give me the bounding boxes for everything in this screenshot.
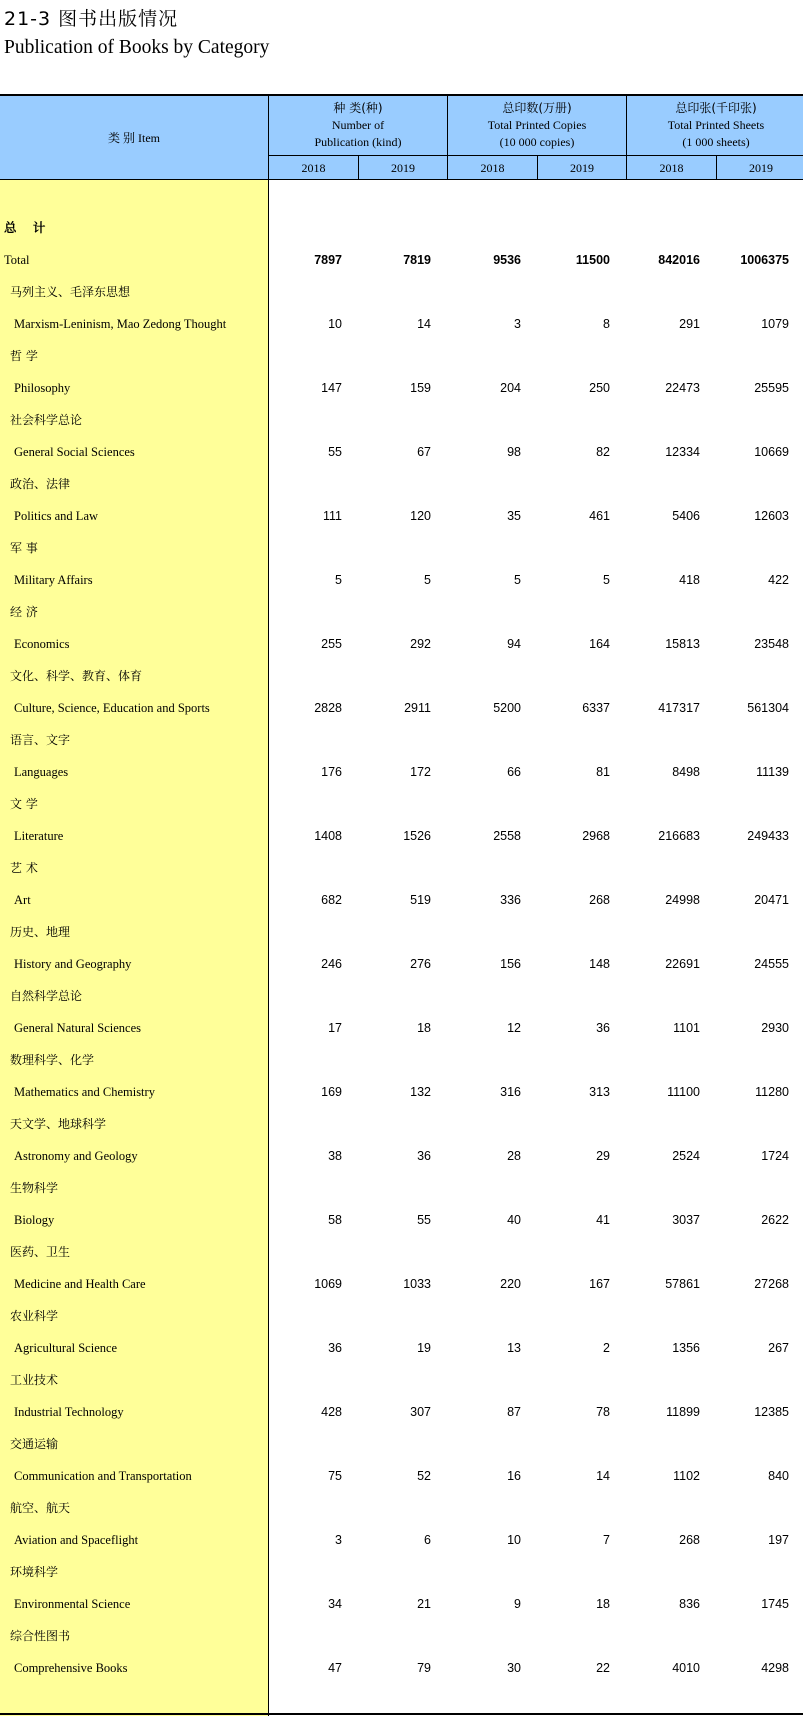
table-cell: 2524 — [672, 1149, 700, 1163]
table-cell: 176 — [321, 765, 342, 779]
header-group-copies-en1: Total Printed Copies — [487, 118, 587, 132]
table-cell: 22691 — [665, 957, 700, 971]
category-row-cn-label: 交通运输 — [10, 1437, 59, 1451]
table-cell: 55 — [328, 445, 342, 459]
category-row — [0, 948, 803, 980]
category-row-label: Industrial Technology — [14, 1405, 124, 1419]
table-cell: 5 — [335, 573, 342, 587]
header-group-copies-cn: 总印数(万册) — [502, 101, 572, 115]
category-row-cn-label: 农业科学 — [10, 1309, 59, 1323]
header-vline — [268, 96, 269, 180]
category-row — [0, 436, 803, 468]
table-cell: 2911 — [404, 701, 431, 715]
table-cell: 417317 — [658, 701, 700, 715]
table-cell: 14 — [596, 1469, 610, 1483]
table-cell: 7 — [603, 1533, 610, 1547]
category-row-cn — [0, 340, 803, 372]
table-cell: 172 — [410, 765, 431, 779]
table-cell: 2930 — [761, 1021, 789, 1035]
table-cell: 18 — [596, 1597, 610, 1611]
category-row — [0, 692, 803, 724]
table-cell: 682 — [321, 893, 342, 907]
category-row — [0, 372, 803, 404]
category-row — [0, 1268, 803, 1300]
year-header: 2019 — [391, 161, 415, 175]
table-cell: 81 — [596, 765, 610, 779]
category-row-label: Marxism-Leninism, Mao Zedong Thought — [14, 317, 227, 331]
table-cell: 4298 — [761, 1661, 789, 1675]
category-row-cn — [0, 596, 803, 628]
table-cell: 22 — [596, 1661, 610, 1675]
category-row-cn — [0, 788, 803, 820]
table-cell: 428 — [321, 1405, 342, 1419]
category-row-cn — [0, 1300, 803, 1332]
table-cell: 267 — [768, 1341, 789, 1355]
category-row-cn-label: 语言、文字 — [10, 733, 71, 747]
table-cell: 78 — [596, 1405, 610, 1419]
year-header: 2018 — [301, 161, 326, 175]
table-cell: 7897 — [314, 253, 342, 267]
table-cell: 79 — [417, 1661, 431, 1675]
category-row-cn — [0, 468, 803, 500]
header-group-sheets — [627, 100, 803, 151]
category-row-cn — [0, 532, 803, 564]
category-row-cn-label: 马列主义、毛泽东思想 — [10, 285, 131, 299]
category-row — [0, 1460, 803, 1492]
table-cell: 23548 — [754, 637, 789, 651]
table-cell: 9 — [514, 1597, 521, 1611]
table-cell: 24998 — [665, 893, 700, 907]
table-cell: 2622 — [761, 1213, 789, 1227]
table-cell: 12 — [507, 1021, 521, 1035]
table-cell: 148 — [589, 957, 610, 971]
category-row-cn — [0, 980, 803, 1012]
table-cell: 418 — [679, 573, 700, 587]
table-cell: 291 — [679, 317, 700, 331]
table-cell: 47 — [328, 1661, 342, 1675]
category-row-label: Agricultural Science — [14, 1341, 118, 1355]
table-cell: 1526 — [403, 829, 431, 843]
table-cell: 2828 — [314, 701, 342, 715]
table-cell: 2 — [603, 1341, 610, 1355]
table-cell: 3 — [514, 317, 521, 331]
table-cell: 10 — [328, 317, 342, 331]
category-row-cn-label: 社会科学总论 — [10, 413, 83, 427]
category-row-cn-label: 综合性图书 — [10, 1629, 71, 1643]
header-bottom-rule — [0, 179, 803, 180]
table-cell: 94 — [507, 637, 521, 651]
total-row-cn-label: 总 计 — [4, 220, 52, 235]
category-row-label: Economics — [14, 637, 70, 651]
category-row-cn-label: 医药、卫生 — [10, 1245, 71, 1259]
category-row-label: Biology — [14, 1213, 55, 1227]
category-row — [0, 820, 803, 852]
header-group-number-cn: 种 类(种) — [333, 101, 383, 115]
table-cell: 36 — [417, 1149, 431, 1163]
category-row — [0, 628, 803, 660]
table-cell: 22473 — [665, 381, 700, 395]
table-cell: 164 — [589, 637, 610, 651]
table-cell: 2558 — [493, 829, 521, 843]
table-cell: 11899 — [666, 1405, 700, 1419]
table-cell: 840 — [768, 1469, 789, 1483]
table-cell: 204 — [500, 381, 521, 395]
header-group-sheets-en2: (1 000 sheets) — [682, 135, 750, 149]
category-row-cn-label: 环境科学 — [10, 1565, 59, 1579]
header-group-number-en1: Number of — [331, 118, 385, 132]
table-cell: 132 — [410, 1085, 431, 1099]
table-cell: 20471 — [754, 893, 789, 907]
category-row-cn-label: 历史、地理 — [10, 925, 71, 939]
category-row — [0, 1588, 803, 1620]
table-cell: 1356 — [672, 1341, 700, 1355]
table-cell: 1102 — [673, 1469, 700, 1483]
table-cell: 21 — [417, 1597, 431, 1611]
table-cell: 8498 — [672, 765, 700, 779]
header-group-sheets-cn: 总印张(千印张) — [675, 101, 757, 115]
table-cell: 87 — [507, 1405, 521, 1419]
category-row-label: Art — [14, 893, 31, 907]
table-cell: 19 — [417, 1341, 431, 1355]
table-cell: 5406 — [672, 509, 700, 523]
table-cell: 55 — [417, 1213, 431, 1227]
table-cell: 169 — [321, 1085, 342, 1099]
category-row-label: Politics and Law — [14, 509, 99, 523]
page-title-en: Publication of Books by Category — [4, 37, 270, 58]
table-cell: 15813 — [665, 637, 700, 651]
table-cell: 66 — [507, 765, 521, 779]
category-row-cn-label: 数理科学、化学 — [10, 1053, 95, 1067]
table-cell: 1101 — [673, 1021, 700, 1035]
header-group-sheets-en1: Total Printed Sheets — [667, 118, 765, 132]
category-row-cn — [0, 1556, 803, 1588]
table-cell: 18 — [417, 1021, 431, 1035]
table-cell: 2968 — [582, 829, 610, 843]
table-cell: 36 — [596, 1021, 610, 1035]
category-row-cn-label: 军 事 — [10, 541, 38, 555]
category-row-cn-label: 艺 术 — [10, 861, 38, 875]
category-row-label: Languages — [14, 765, 69, 779]
table-cell: 159 — [410, 381, 431, 395]
table-cell: 1745 — [761, 1597, 789, 1611]
category-row-cn-label: 哲 学 — [10, 349, 38, 363]
header-vline — [358, 155, 359, 180]
total-row-cn — [0, 212, 803, 244]
table-cell: 147 — [321, 381, 342, 395]
table-cell: 7819 — [403, 253, 431, 267]
category-row-cn-label: 航空、航天 — [10, 1501, 71, 1515]
table-cell: 1006375 — [740, 253, 789, 267]
table-cell: 58 — [328, 1213, 342, 1227]
header-vline — [716, 155, 717, 180]
category-row-label: Military Affairs — [14, 573, 93, 587]
category-row-label: History and Geography — [14, 957, 132, 971]
header-group-number-en2: Publication (kind) — [314, 135, 402, 149]
table-cell: 111 — [322, 509, 342, 523]
category-row — [0, 756, 803, 788]
category-row-cn — [0, 1428, 803, 1460]
header-group-number — [269, 100, 447, 151]
year-header: 2019 — [749, 161, 773, 175]
table-cell: 13 — [507, 1341, 521, 1355]
table-cell: 313 — [589, 1085, 610, 1099]
header-vline — [626, 96, 627, 180]
table-cell: 249433 — [747, 829, 789, 843]
table-cell: 24555 — [754, 957, 789, 971]
table-cell: 268 — [589, 893, 610, 907]
category-row-cn — [0, 1364, 803, 1396]
table-cell: 216683 — [658, 829, 700, 843]
category-row — [0, 1204, 803, 1236]
table-cell: 8 — [603, 317, 610, 331]
category-row-cn-label: 政治、法律 — [10, 477, 71, 491]
table-cell: 27268 — [754, 1277, 789, 1291]
table-cell: 156 — [500, 957, 521, 971]
table-cell: 41 — [596, 1213, 610, 1227]
table-cell: 197 — [768, 1533, 789, 1547]
table-cell: 1033 — [403, 1277, 431, 1291]
header-vline — [447, 96, 448, 180]
table-bottom-rule — [0, 1713, 803, 1715]
category-row-cn-label: 文 学 — [10, 797, 38, 811]
category-row-cn — [0, 1108, 803, 1140]
page-title-cn: 21-3 图书出版情况 — [4, 8, 179, 30]
category-row-cn — [0, 916, 803, 948]
table-cell: 11100 — [667, 1085, 700, 1099]
table-cell: 12334 — [665, 445, 700, 459]
category-row-cn — [0, 1236, 803, 1268]
category-row-label: Literature — [14, 829, 64, 843]
table-cell: 10669 — [754, 445, 789, 459]
table-cell: 461 — [589, 509, 610, 523]
table-cell: 6337 — [582, 701, 610, 715]
category-row-cn — [0, 404, 803, 436]
table-cell: 246 — [321, 957, 342, 971]
table-cell: 1079 — [761, 317, 789, 331]
category-row-cn — [0, 660, 803, 692]
table-cell: 11280 — [755, 1085, 789, 1099]
table-cell: 167 — [589, 1277, 610, 1291]
category-row — [0, 500, 803, 532]
category-row-label: Astronomy and Geology — [14, 1149, 138, 1163]
total-row-label: Total — [4, 253, 30, 267]
table-cell: 11139 — [756, 765, 789, 779]
table-cell: 276 — [410, 957, 431, 971]
table-cell: 10 — [507, 1533, 521, 1547]
table-cell: 336 — [500, 893, 521, 907]
category-row-label: General Natural Sciences — [14, 1021, 142, 1035]
table-cell: 842016 — [658, 253, 700, 267]
header-group-copies-en2: (10 000 copies) — [499, 135, 575, 149]
category-row-cn-label: 文化、科学、教育、体育 — [10, 669, 143, 683]
category-row — [0, 1652, 803, 1684]
category-row — [0, 1332, 803, 1364]
category-row-cn — [0, 1492, 803, 1524]
table-cell: 36 — [328, 1341, 342, 1355]
table-cell: 75 — [328, 1469, 342, 1483]
header-vline — [537, 155, 538, 180]
header-divider — [269, 155, 803, 156]
table-cell: 268 — [679, 1533, 700, 1547]
category-row-label: Philosophy — [14, 381, 71, 395]
year-header: 2018 — [659, 161, 684, 175]
category-row-label: Culture, Science, Education and Sports — [14, 701, 210, 715]
header-group-copies — [448, 100, 626, 151]
table-cell: 561304 — [747, 701, 789, 715]
category-row-cn — [0, 724, 803, 756]
table-cell: 16 — [507, 1469, 521, 1483]
table-cell: 3037 — [672, 1213, 700, 1227]
table-cell: 14 — [417, 317, 431, 331]
table-cell: 28 — [507, 1149, 521, 1163]
table-cell: 34 — [328, 1597, 342, 1611]
category-row-label: General Social Sciences — [14, 445, 135, 459]
table-cell: 519 — [410, 893, 431, 907]
table-cell: 52 — [417, 1469, 431, 1483]
table-cell: 82 — [596, 445, 610, 459]
table-cell: 12603 — [754, 509, 789, 523]
table-cell: 29 — [596, 1149, 610, 1163]
item-column-header: 类 别 Item — [108, 131, 160, 145]
category-row — [0, 1140, 803, 1172]
category-row-cn-label: 工业技术 — [10, 1373, 59, 1387]
table-cell: 5 — [424, 573, 431, 587]
table-cell: 220 — [500, 1277, 521, 1291]
category-row-cn — [0, 1620, 803, 1652]
table-cell: 250 — [589, 381, 610, 395]
table-cell: 40 — [507, 1213, 521, 1227]
category-row-label: Aviation and Spaceflight — [14, 1533, 139, 1547]
table-cell: 316 — [500, 1085, 521, 1099]
category-row-cn-label: 天文学、地球科学 — [10, 1117, 107, 1131]
table-cell: 57861 — [665, 1277, 700, 1291]
category-row-label: Communication and Transportation — [14, 1469, 192, 1483]
table-cell: 6 — [424, 1533, 431, 1547]
table-cell: 12385 — [754, 1405, 789, 1419]
table-cell: 1408 — [314, 829, 342, 843]
category-row — [0, 1396, 803, 1428]
category-row — [0, 1012, 803, 1044]
table-cell: 25595 — [754, 381, 789, 395]
category-row — [0, 564, 803, 596]
category-row-cn-label: 生物科学 — [10, 1181, 59, 1195]
table-cell: 5 — [603, 573, 610, 587]
table-cell: 35 — [507, 509, 521, 523]
table-cell: 422 — [768, 573, 789, 587]
category-row-label: Medicine and Health Care — [14, 1277, 146, 1291]
table-cell: 836 — [679, 1597, 700, 1611]
table-cell: 17 — [328, 1021, 342, 1035]
category-row-cn-label: 经 济 — [10, 605, 38, 619]
table-cell: 5 — [514, 573, 521, 587]
table-cell: 9536 — [493, 253, 521, 267]
table-cell: 38 — [328, 1149, 342, 1163]
category-row — [0, 308, 803, 340]
table-cell: 292 — [410, 637, 431, 651]
category-row — [0, 1076, 803, 1108]
table-cell: 67 — [417, 445, 431, 459]
category-row — [0, 884, 803, 916]
table-cell: 255 — [321, 637, 342, 651]
table-cell: 11500 — [575, 253, 610, 267]
category-row-label: Mathematics and Chemistry — [14, 1085, 155, 1099]
table-cell: 1069 — [314, 1277, 342, 1291]
table-cell: 30 — [507, 1661, 521, 1675]
year-header: 2019 — [570, 161, 594, 175]
table-cell: 120 — [410, 509, 431, 523]
table-cell: 1724 — [761, 1149, 789, 1163]
category-row-label: Environmental Science — [14, 1597, 131, 1611]
total-row — [0, 244, 803, 276]
category-row-cn — [0, 276, 803, 308]
table-cell: 4010 — [672, 1661, 700, 1675]
category-row — [0, 1524, 803, 1556]
category-row-cn — [0, 1172, 803, 1204]
table-cell: 3 — [335, 1533, 342, 1547]
category-row-cn — [0, 1044, 803, 1076]
table-cell: 307 — [410, 1405, 431, 1419]
table-cell: 98 — [507, 445, 521, 459]
year-header: 2018 — [480, 161, 505, 175]
category-row-label: Comprehensive Books — [14, 1661, 128, 1675]
category-row-cn — [0, 852, 803, 884]
category-row-cn-label: 自然科学总论 — [10, 989, 83, 1003]
table-cell: 5200 — [493, 701, 521, 715]
